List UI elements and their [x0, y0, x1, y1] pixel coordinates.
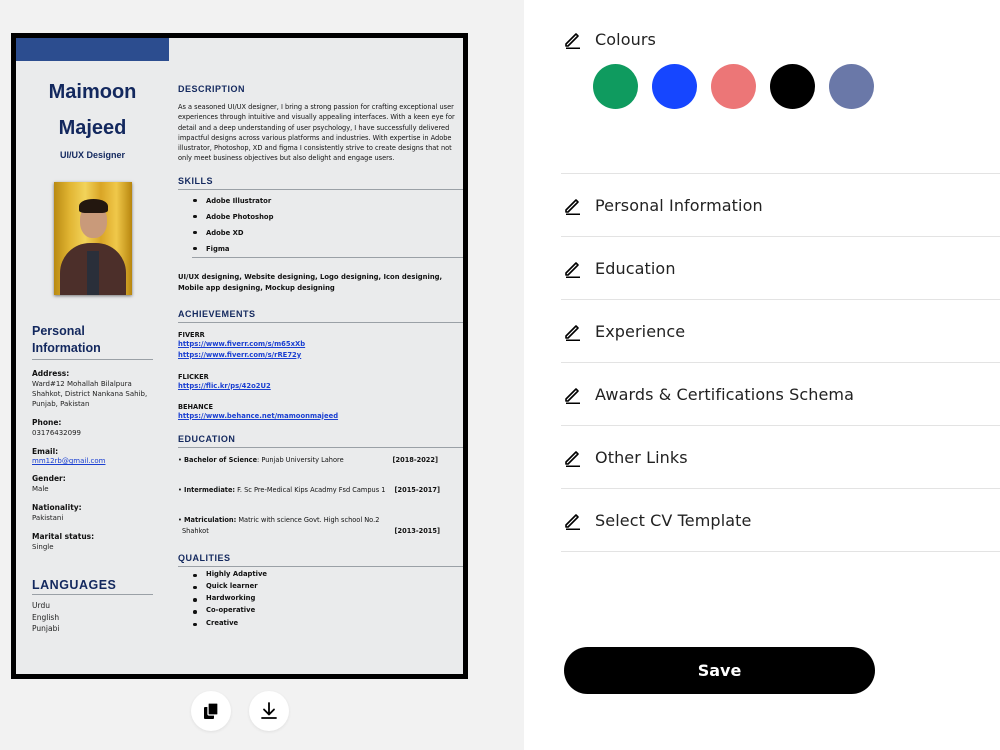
cv-left-column	[32, 74, 153, 635]
section-label: Awards & Certifications Schema	[595, 384, 855, 404]
nationality-value: Pakistani	[32, 514, 64, 522]
edu-date: [2013-2015]	[394, 526, 440, 535]
quality-item: Quick learner	[192, 580, 463, 592]
quality-item: Co-operative	[192, 604, 463, 616]
language-item: English	[32, 612, 60, 622]
pencil-icon	[563, 195, 583, 215]
flicker-label: FLICKER	[178, 372, 209, 381]
section-label: Education	[595, 258, 676, 278]
edu-detail: Matric with science Govt. High school No.2	[236, 515, 380, 524]
skill-item: Figma	[192, 241, 463, 257]
section-personal-information[interactable]	[561, 174, 1000, 237]
fiverr-link-2[interactable]: https://www.fiverr.com/s/rRE72y	[178, 350, 302, 359]
section-label: Personal Information	[595, 195, 763, 215]
edu-detail-2: Shahkot	[182, 526, 209, 535]
edu-degree: Bachelor of Science	[184, 455, 258, 464]
cv-first-name: Maimoon	[48, 81, 137, 103]
editor-panel	[561, 0, 1000, 552]
description-text: As a seasoned UI/UX designer, I bring a strong passion for crafting exceptional user experiences through intuitive and visually appealing interfaces. With a keen eye for detail and a deep understanding of user psychology, I have successfully delivered impactful designs across various platforms and industries. With expertise in Adobe illustrator, Photoshop, XD and figma I consistently strive to create designs that not only meet business objectives but also delight and engage users.	[178, 103, 455, 163]
cv-preview-frame	[11, 33, 468, 679]
language-item: Urdu	[32, 601, 50, 610]
behance-link[interactable]: https://www.behance.net/mamoonmajeed	[178, 411, 339, 420]
marital-value: Single	[32, 543, 54, 551]
pencil-icon	[563, 29, 583, 49]
colours-row[interactable]	[561, 29, 1000, 49]
quality-item: Hardworking	[192, 592, 463, 604]
achievements-heading: ACHIEVEMENTS	[178, 309, 463, 323]
education-item-cont	[178, 526, 463, 537]
pencil-icon	[563, 258, 583, 278]
swatch-salmon[interactable]	[711, 64, 756, 109]
languages-heading: LANGUAGES	[32, 578, 153, 595]
colours-label: Colours	[595, 29, 656, 49]
skill-item: Adobe Illustrator	[192, 193, 463, 209]
edu-detail: F. Sc Pre-Medical Kips Acadmy Fsd Campus 1	[235, 485, 386, 494]
colour-swatches	[561, 64, 1000, 174]
edu-date: [2015-2017]	[394, 485, 440, 494]
skills-extra: UI/UX designing, Website designing, Logo designing, Icon designing, Mobile app designing, Mockup designing	[178, 272, 443, 293]
profile-photo	[54, 182, 132, 295]
section-label: Experience	[595, 321, 686, 341]
nationality-label: Nationality:	[32, 503, 82, 512]
swatch-green[interactable]	[593, 64, 638, 109]
gender-label: Gender:	[32, 474, 66, 483]
qualities-heading: QUALITIES	[178, 553, 463, 567]
cv-last-name: Majeed	[58, 117, 127, 139]
quality-item: Highly Adaptive	[192, 568, 463, 580]
skill-item: Adobe Photoshop	[192, 209, 463, 225]
section-education[interactable]	[561, 237, 1000, 300]
language-item: Punjabi	[32, 624, 60, 633]
cv-accent-bar	[16, 38, 169, 61]
edu-degree: Matriculation:	[184, 515, 237, 524]
education-item: • Matriculation: Matric with science Govt. High school No.2	[178, 515, 380, 524]
save-button[interactable]: Save	[564, 647, 875, 694]
skills-heading: SKILLS	[178, 176, 463, 190]
quality-item: Creative	[192, 617, 463, 629]
pencil-icon	[563, 321, 583, 341]
fiverr-link-1[interactable]: https://www.fiverr.com/s/m65xXb	[178, 339, 306, 348]
swatch-slate[interactable]	[829, 64, 874, 109]
personal-info-heading: Personal Information	[32, 323, 153, 360]
pencil-icon	[563, 384, 583, 404]
education-item: • Bachelor of Science: Punjab University Lahore [2018-2022]	[178, 455, 438, 464]
phone-label: Phone:	[32, 418, 62, 427]
behance-label: BEHANCE	[178, 402, 214, 411]
education-item: • Intermediate: F. Sc Pre-Medical Kips Acadmy Fsd Campus 1 [2015-2017]	[178, 485, 440, 494]
phone-value: 03176432099	[32, 429, 81, 437]
swatch-black[interactable]	[770, 64, 815, 109]
swatch-blue[interactable]	[652, 64, 697, 109]
section-select-cv-template[interactable]	[561, 489, 1000, 552]
section-awards-certifications[interactable]	[561, 363, 1000, 426]
cv-page	[16, 38, 463, 674]
address-value: Ward#12 Mohallah Bilalpura Shahkot, District Nankana Sahib, Punjab, Pakistan	[32, 380, 148, 408]
skill-item: Adobe XD	[192, 225, 463, 241]
section-label: Other Links	[595, 447, 688, 467]
section-label: Select CV Template	[595, 510, 752, 530]
edu-detail: : Punjab University Lahore	[257, 455, 344, 464]
edu-date: [2018-2022]	[392, 455, 438, 464]
section-other-links[interactable]	[561, 426, 1000, 489]
edu-degree: Intermediate:	[184, 485, 236, 494]
description-heading: DESCRIPTION	[178, 84, 246, 94]
skills-divider	[192, 257, 463, 258]
pencil-icon	[563, 510, 583, 530]
flicker-link[interactable]: https://flic.kr/ps/42o2U2	[178, 381, 271, 390]
download-icon	[259, 701, 279, 721]
email-link[interactable]: mm12rb@gmail.com	[32, 457, 106, 465]
pencil-icon	[563, 447, 583, 467]
copy-button[interactable]	[191, 691, 231, 731]
marital-label: Marital status:	[32, 532, 95, 541]
cv-role: UI/UX Designer	[59, 150, 126, 160]
gender-value: Male	[32, 485, 49, 493]
copy-icon	[202, 702, 220, 720]
education-heading: EDUCATION	[178, 434, 463, 448]
email-label: Email:	[32, 447, 59, 456]
cv-right-column	[178, 84, 463, 629]
address-label: Address:	[32, 369, 70, 378]
download-button[interactable]	[249, 691, 289, 731]
fiverr-label: FIVERR	[178, 330, 205, 339]
section-experience[interactable]	[561, 300, 1000, 363]
